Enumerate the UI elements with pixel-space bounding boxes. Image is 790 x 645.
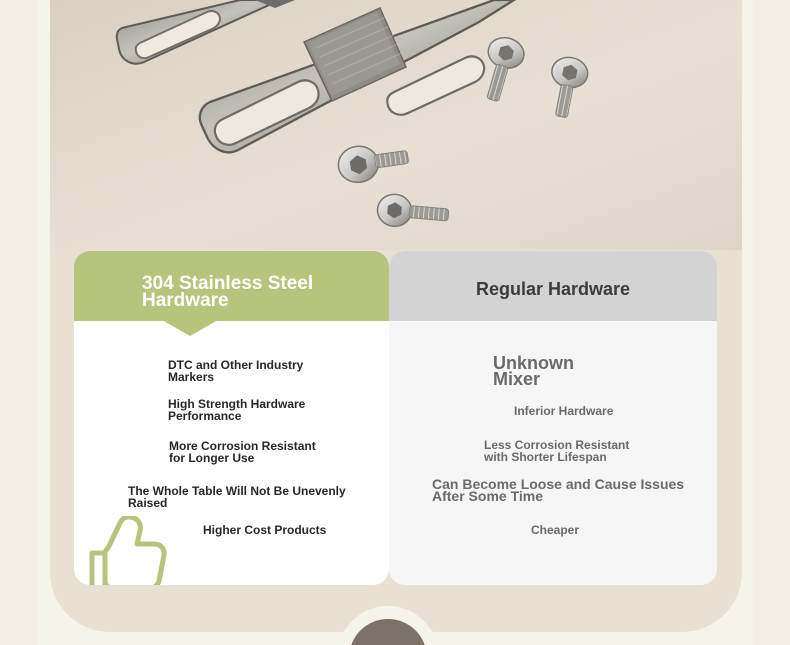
stainless-steel-column (74, 251, 389, 585)
stainless-steel-header (74, 251, 389, 321)
regular-hardware-title: Regular Hardware (475, 279, 631, 299)
stainless-steel-header-notch (162, 320, 218, 336)
regular-hardware-header (389, 251, 717, 321)
stainless-steel-title: 304 Stainless Steel Hardware (142, 273, 314, 311)
hardware-photo (50, 0, 742, 250)
stainless-item-5: Higher Cost Products (203, 523, 327, 537)
regular-item-5: Cheaper (531, 523, 580, 537)
regular-item-4: Can Become Loose and Cause Issues After Some Time (432, 476, 685, 504)
thumbs-up-icon (88, 516, 172, 585)
regular-item-3: Less Corrosion Resistant with Shorter Lifespan (484, 438, 630, 464)
stainless-item-1: DTC and Other Industry Markers (168, 358, 304, 384)
stainless-item-2: High Strength Hardware Performance (168, 397, 306, 423)
regular-item-2: Inferior Hardware (514, 404, 614, 418)
regular-item-1: Unknown Mixer (493, 353, 574, 389)
stainless-item-3: More Corrosion Resistant for Longer Use (169, 439, 316, 465)
regular-hardware-column (389, 251, 717, 585)
stainless-item-4: The Whole Table Will Not Be Unevenly Raised (128, 484, 346, 510)
